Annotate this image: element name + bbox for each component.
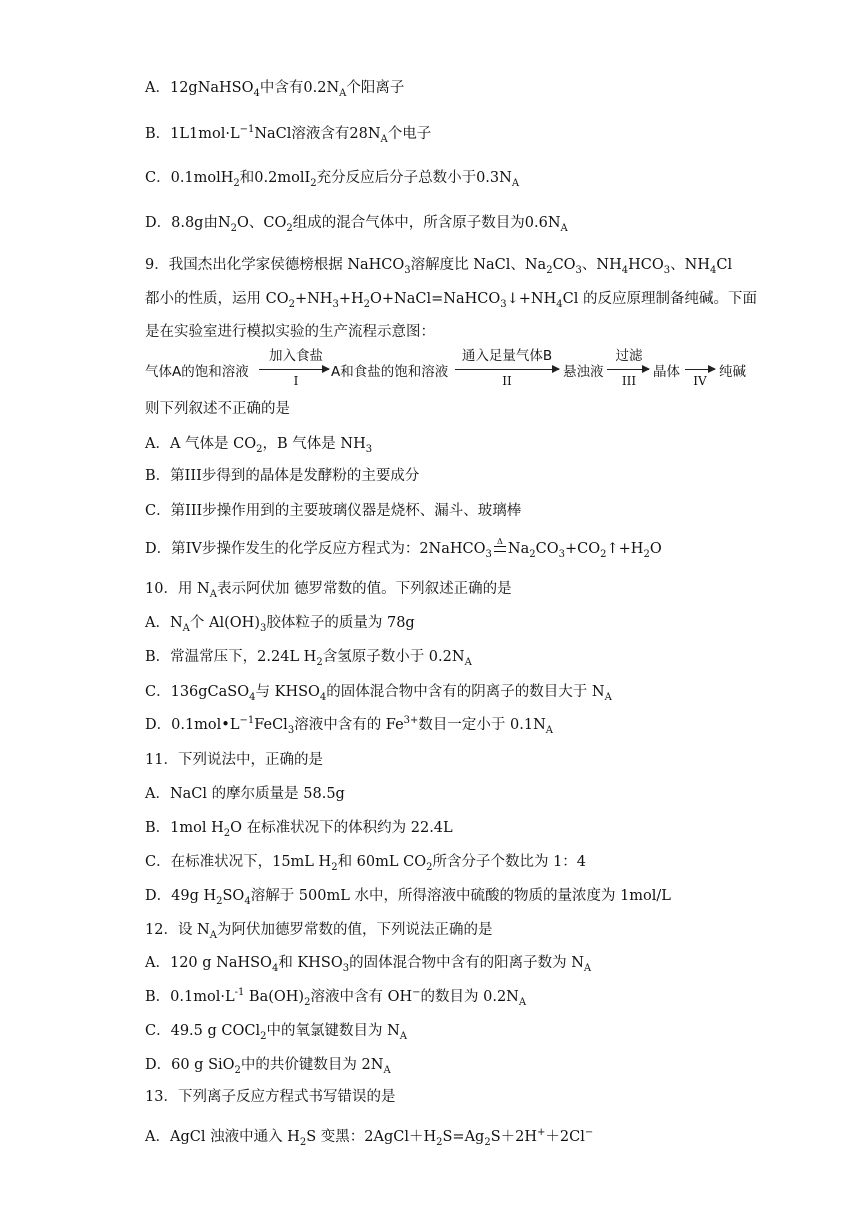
q11-stem: 11．下列说法中，正确的是 — [145, 752, 323, 768]
q9-question: 则下列叙述不正确的是 — [145, 401, 290, 417]
flow-node-5: 纯碱 — [719, 364, 746, 380]
q11-option-d: D．49g $H_2SO_4$溶解于 500mL 水中，所得溶液中硫酸的物质的量浓度为 1mol/L — [145, 888, 671, 907]
flow-step-1-number: I — [293, 374, 299, 388]
flow-node-3: 悬浊液 — [563, 364, 604, 380]
q10-option-d: D．$0.1mol•L^{-1}FeCl_3$溶液中含有的 $Fe^{3+}$数目一定小于 $0.1N_A$ — [145, 715, 554, 736]
q12-option-b: B．$0.1mol\cdot L^{-1}$ $Ba(OH)_2$溶液中含有 OH−的数目为 $0.2N_A$ — [145, 987, 527, 1008]
q11-option-a: A．NaCl 的摩尔质量是 58.5g — [145, 786, 345, 802]
q9-stem-line1: 9．我国杰出化学家侯德榜根据 NaHCO$_3$溶解度比 NaCl、$Na_2CO_3$、$NH_4HCO_3$、$NH_4Cl$ — [145, 257, 733, 276]
q10-option-b: B．常温常压下，2.24L $H_2$含氢原子数小于 $0.2N_A$ — [145, 649, 472, 668]
q8-option-d: D．8.8g由$N_2O$、$CO_2$组成的混合气体中，所含原子数目为$0.6N_A$ — [145, 215, 568, 234]
q11-option-b: B．1mol $H_2O$ 在标准状况下的体积约为 22.4L — [145, 820, 453, 839]
flow-step-4-number: IV — [693, 374, 707, 388]
q8-option-b: B．$1L1mol\cdot L^{-1}NaCl$溶液含有$28N_A$个电子 — [145, 124, 432, 145]
flow-node-1: 气体A的饱和溶液 — [145, 364, 249, 380]
q9-option-b: B．第III步得到的晶体是发酵粉的主要成分 — [145, 468, 420, 484]
flow-step-2-number: II — [502, 374, 512, 388]
arrow-icon — [455, 369, 559, 370]
q9-stem-line3: 是在实验室进行模拟实验的生产流程示意图： — [145, 324, 435, 340]
q9-option-a: A．A 气体是 $CO_2$，B 气体是 $NH_3$ — [145, 436, 373, 455]
q9-stem-line2: 都小的性质，运用 $CO_2+NH_3+H_2O+NaCl=NaHCO_3↓+NH_4Cl$ 的反应原理制备纯碱。下面 — [145, 291, 757, 310]
flow-node-2: A和食盐的饱和溶液 — [331, 364, 449, 380]
q8-option-c: C．0.1molH$_2$和0.2molI$_2$充分反应后分子总数小于$0.3N_A$ — [145, 170, 520, 189]
q12-option-a: A．120 g NaHSO$_4$和 $KHSO_3$的固体混合物中含有的阳离子数为 $N_A$ — [145, 955, 592, 974]
arrow-icon — [259, 369, 329, 370]
q12-option-c: C．49.5 g COCl$_2$中的氧氯键数目为 $N_A$ — [145, 1023, 407, 1042]
q8-option-a: A．12gNaHSO$_4$中含有$0.2N_A$个阳离子 — [145, 80, 405, 99]
q13-stem: 13．下列离子反应方程式书写错误的是 — [145, 1089, 396, 1105]
flow-step-1-label: 加入食盐 — [269, 348, 323, 364]
q13-option-a: A．AgCl 浊液中通入 $H_2S$ 变黑：$2AgCl+H_2S=Ag_2S+2H^++2Cl^-$ — [145, 1127, 594, 1148]
arrow-icon — [685, 369, 715, 370]
flow-step-3-label: 过滤 — [615, 348, 643, 364]
q10-stem: 10．用 $N_A$表示阿伏加 德罗常数的值。下列叙述正确的是 — [145, 581, 512, 600]
flow-step-2-label: 通入足量气体B — [461, 348, 553, 364]
q9-option-c: C．第III步操作用到的主要玻璃仪器是烧杯、漏斗、玻璃棒 — [145, 503, 522, 519]
flow-step-3-number: III — [621, 374, 637, 388]
flow-node-4: 晶体 — [653, 364, 680, 380]
q12-stem: 12．设 $N_A$为阿伏加德罗常数的值，下列说法正确的是 — [145, 922, 493, 941]
q10-option-a: A．$N_A$个 $Al(OH)_3$胶体粒子的质量为 78g — [145, 615, 415, 634]
q9-option-d: D．第IV步操作发生的化学反应方程式为：2NaHCO$_3$ Δ $Na_2CO_3+CO_2↑+H_2O$ — [145, 537, 662, 560]
arrow-icon — [607, 369, 649, 370]
process-flow-diagram — [145, 344, 755, 390]
heat-equals-sign: Δ — [492, 539, 508, 559]
q10-option-c: C．136gCaSO$_4$与 $KHSO_4$的固体混合物中含有的阴离子的数目大于 $N_A$ — [145, 684, 612, 703]
q11-option-c: C．在标准状况下，15mL $H_2$和 60mL $CO_2$所含分子个数比为 1：4 — [145, 854, 587, 873]
q12-option-d: D．60 g SiO$_2$中的共价键数目为 $2N_A$ — [145, 1057, 391, 1076]
